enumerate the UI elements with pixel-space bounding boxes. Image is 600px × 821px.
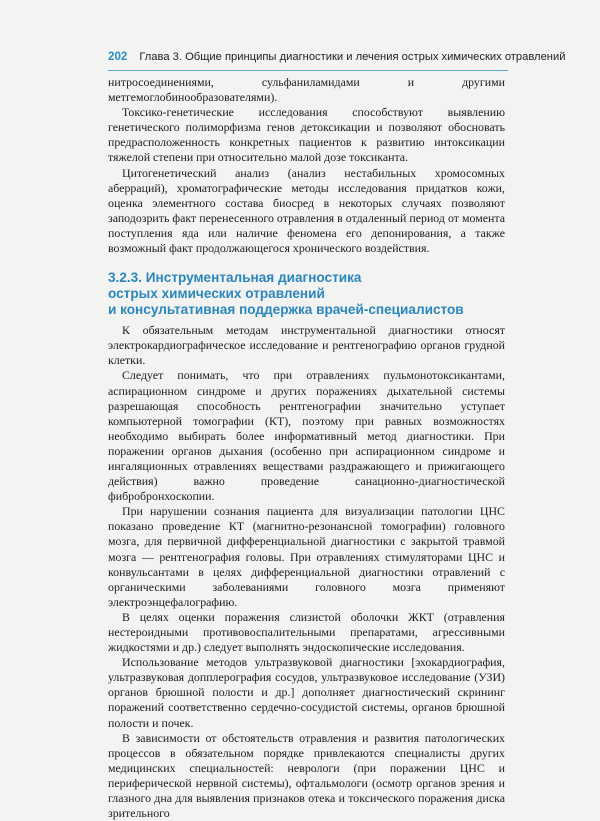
paragraph-toxicogenetic: Токсико-генетические исследования способствуют выявлению генетического полиморфизма генов детоксикации и позволяют обосновать предрасположенность конкретных пациентов к развитию интоксикации тяжелой степени при относительно малой дозе токсиканта. bbox=[108, 105, 505, 165]
paragraph-cytogenetic: Цитогенетический анализ (анализ нестабильных хромосомных аберраций), хроматографические методы исследования придатков кожи, оценка элементного состава биосред в некоторых случаях позволяют заподозрить факт перенесенного отравления в отдаленный период от момента поступления яда или наличие феномена его депонирования, а также возможный факт продолжающегося хронического воздействия. bbox=[108, 165, 505, 256]
paragraph-cns: При нарушении сознания пациента для визуализации патологии ЦНС показано проведение КТ (магнитно-резонансной томографии) головного мозга, для первичной дифференциальной диагностики с закрытой травмой мозга — рентгенография головы. При отравлениях стимуляторами ЦНС и конвульсантами в целях дифференциальной диагностики отравлений с органическими заболеваниями головного мозга применяют электроэнцефалографию. bbox=[108, 504, 505, 609]
paragraph-endoscopy: В целях оценки поражения слизистой оболочки ЖКТ (отравления нестероидными противовоспалительными препаратами, агрессивными жидкостями и др.) следует выполнять эндоскопические исследования. bbox=[108, 609, 505, 655]
section-heading-line-3: и консультативная поддержка врачей-специалистов bbox=[108, 302, 464, 318]
section-heading-line-2: острых химических отравлений bbox=[108, 286, 325, 302]
paragraph-ultrasound: Использование методов ультразвуковой диагностики [эхокардиография, ультразвуковая допплерография сосудов, ультразвуковое исследование (УЗИ) органов брюшной полости и др.] дополняет диагностический скрининг поражений соответственно сердечно-сосудистой системы, органов брюшной полости и почек. bbox=[108, 655, 505, 730]
page-body bbox=[108, 75, 505, 821]
section-heading-line-1: 3.2.3. Инструментальная диагностика bbox=[108, 270, 362, 286]
paragraph-mandatory-methods: К обязательным методам инструментальной диагностики относят электрокардиографическое исследование и рентгенографию органов грудной клетки. bbox=[108, 323, 505, 368]
paragraph-specialists: В зависимости от обстоятельств отравления и развития патологических процессов в обязательном порядке привлекаются специалисты других медицинских специальностей: неврологи (при поражении ЦНС и периферической нервной системы), офтальмологи (осмотр органов зрения и глазного дна для выявления признаков отека и токсического поражения диска зрительного bbox=[108, 730, 505, 821]
paragraph-ct-vs-xray: Следует понимать, что при отравлениях пульмонотоксикантами, аспирационном синдроме и других поражениях дыхательной системы разрешающая способность рентгенографии значительно уступает компьютерной томографии (КТ), поэтому при равных возможностях необходимо выбирать более информативный метод диагностики. При поражении органов дыхания (особенно при аспирационном синдроме и ингаляционных отравлениях веществами раздражающего и прижигающего действия) важно проведение санационно-диагностической фибробронхоскопии. bbox=[108, 368, 505, 504]
chapter-title: Глава 3. Общие принципы диагностики и лечения острых химических отравлений bbox=[139, 51, 566, 63]
running-header bbox=[108, 50, 566, 63]
paragraph-continued: нитросоединениями, сульфаниламидами и другими метгемоглобинообразователями). bbox=[108, 75, 505, 105]
header-divider bbox=[108, 70, 508, 71]
section-heading bbox=[108, 270, 505, 318]
page-number: 202 bbox=[108, 50, 128, 63]
